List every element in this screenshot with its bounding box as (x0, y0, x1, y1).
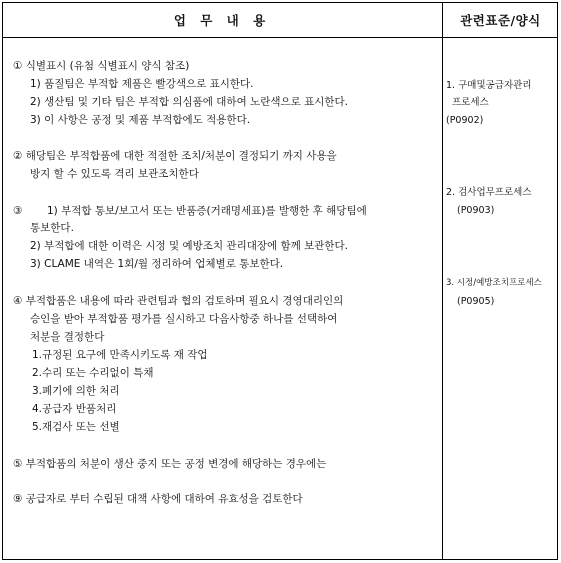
ref-3-code: (P0905) (457, 296, 495, 307)
section-5-line: ⑤ 부적합품의 처분이 생산 중지 또는 공정 변경에 해당하는 경우에는 (13, 458, 327, 470)
section-2-line-1: ② 해당팀은 부적합품에 대한 적절한 조치/처분이 결정되기 까지 사용을 (13, 150, 337, 162)
section-2-line-2: 방지 할 수 있도록 격리 보관조치한다 (30, 168, 199, 180)
ref-1-title-cont: 프로세스 (452, 97, 489, 108)
section-4-option-1: 1.규정된 요구에 만족시키도록 재 작업 (32, 349, 208, 361)
section-3-marker: ③ (13, 205, 23, 217)
section-1-heading: ① 식별표시 (유첨 식별표시 양식 참조) (13, 60, 190, 72)
ref-1-code: (P0902) (446, 115, 484, 126)
section-3-item-3: 3) CLAME 내역은 1회/월 정리하여 업체별로 통보한다. (30, 258, 284, 270)
header-related-standards: 관련표준/양식 (460, 12, 541, 28)
section-4-option-5: 5.재검사 또는 선별 (32, 421, 120, 433)
ref-2-code: (P0903) (457, 205, 495, 216)
ref-3-title: 3. 시정/예방조치프로세스 (446, 278, 542, 288)
header-work-content: 업 무 내 용 (173, 12, 271, 28)
section-4-option-4: 4.공급자 반품처리 (32, 403, 117, 415)
section-4-line-3: 처분을 결정한다 (30, 331, 105, 343)
section-1-item-3: 3) 이 사항은 공정 및 제품 부적합에도 적용한다. (30, 114, 251, 126)
section-4-line-2: 승인을 받아 부적합품 평가를 실시하고 다음사항중 하나를 선택하여 (30, 313, 338, 325)
section-3-item-1: 1) 부적합 통보/보고서 또는 반품증(거래명세표)를 발행한 후 해당팀에 (47, 205, 367, 217)
section-3-item-1-cont: 통보한다. (30, 222, 74, 234)
section-4-option-2: 2.수리 또는 수리없이 특채 (32, 367, 154, 379)
header-divider (2, 37, 558, 38)
section-3-item-2: 2) 부적합에 대한 이력은 시정 및 예방조치 관리대장에 함께 보관한다. (30, 240, 349, 252)
ref-2-title: 2. 검사업무프로세스 (446, 187, 532, 198)
section-1-item-2: 2) 생산팀 및 기타 팀은 부적합 의심품에 대하여 노란색으로 표시한다. (30, 96, 349, 108)
column-divider (442, 2, 443, 560)
section-6-line: ⑨ 공급자로 부터 수립된 대책 사항에 대하여 유효성을 검토한다 (13, 493, 303, 505)
section-1-item-1: 1) 품질팀은 부적합 제품은 빨강색으로 표시한다. (30, 78, 254, 90)
section-4-line-1: ④ 부적합품은 내용에 따라 관련팀과 협의 검토하며 필요시 경영대리인의 (13, 295, 344, 307)
ref-1-title: 1. 구매및공급자관리 (446, 80, 532, 91)
section-4-option-3: 3.폐기에 의한 처리 (32, 385, 120, 397)
